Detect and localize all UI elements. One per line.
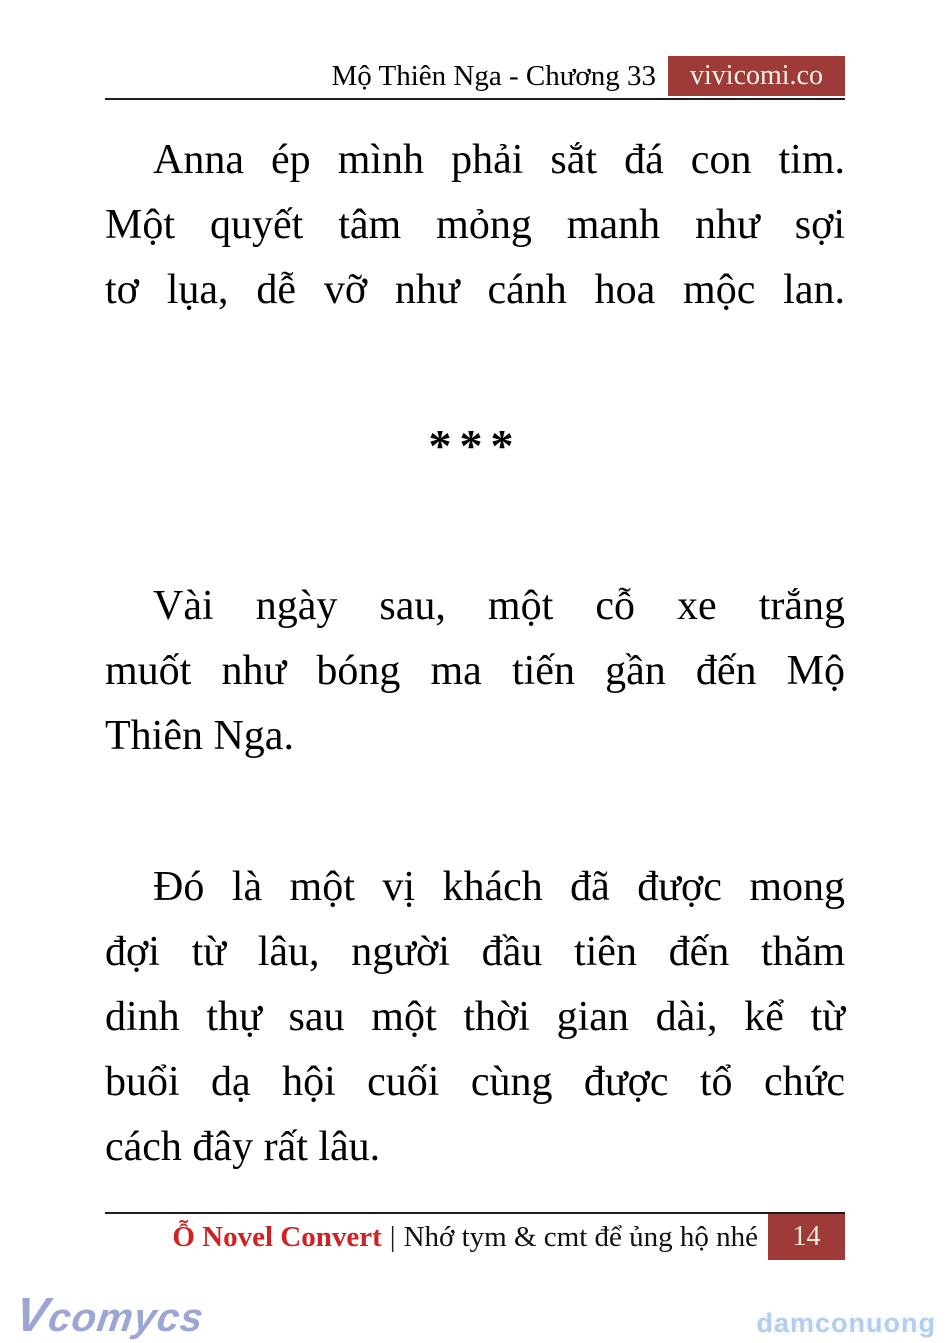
- damconuong-watermark: damconuong: [756, 1308, 936, 1338]
- section-break-asterisks: ***: [428, 420, 522, 471]
- translator-credit: Ỗ Novel Convert: [172, 1221, 382, 1253]
- footer-separator: |: [389, 1221, 396, 1253]
- paragraph-line: Vài ngày sau, một cỗ xe trắng: [153, 583, 845, 629]
- paragraph-line: Một quyết tâm mỏng manh như sợi: [105, 202, 845, 248]
- paragraph-line: Thiên Nga.: [105, 713, 294, 759]
- paragraph-line: dinh thự sau một thời gian dài, kể từ: [105, 994, 845, 1040]
- chapter-title: Mộ Thiên Nga - Chương 33: [331, 60, 657, 92]
- paragraph: [105, 855, 845, 1180]
- vcomycs-watermark-logo: Vcomycs: [12, 1289, 207, 1342]
- paragraph-line: Anna ép mình phải sắt đá con tim.: [153, 137, 845, 183]
- page-number-badge: 14: [768, 1214, 845, 1260]
- page-header: [105, 0, 845, 96]
- chapter-body: [105, 128, 845, 1180]
- paragraph-line: tơ lụa, dễ vỡ như cánh hoa mộc lan.: [105, 267, 845, 313]
- paragraph-line: Đó là một vị khách đã được mong: [153, 864, 845, 910]
- paragraph: [105, 574, 845, 769]
- paragraph-line: muốt như bóng ma tiến gần đến Mộ: [105, 648, 845, 694]
- paragraph: [105, 128, 845, 323]
- footer-text: [172, 1214, 758, 1260]
- paragraph-line: đợi từ lâu, người đầu tiên đến thăm: [105, 929, 845, 975]
- site-watermark-badge: vivicomi.co: [668, 56, 845, 96]
- page-footer: [105, 1214, 845, 1260]
- paragraph-line: cách đây rất lâu.: [105, 1124, 381, 1170]
- paragraph-line: buổi dạ hội cuối cùng được tổ chức: [105, 1059, 845, 1105]
- footer-note: Nhớ tym & cmt để ủng hộ nhé: [403, 1221, 758, 1253]
- header-divider: [105, 98, 845, 100]
